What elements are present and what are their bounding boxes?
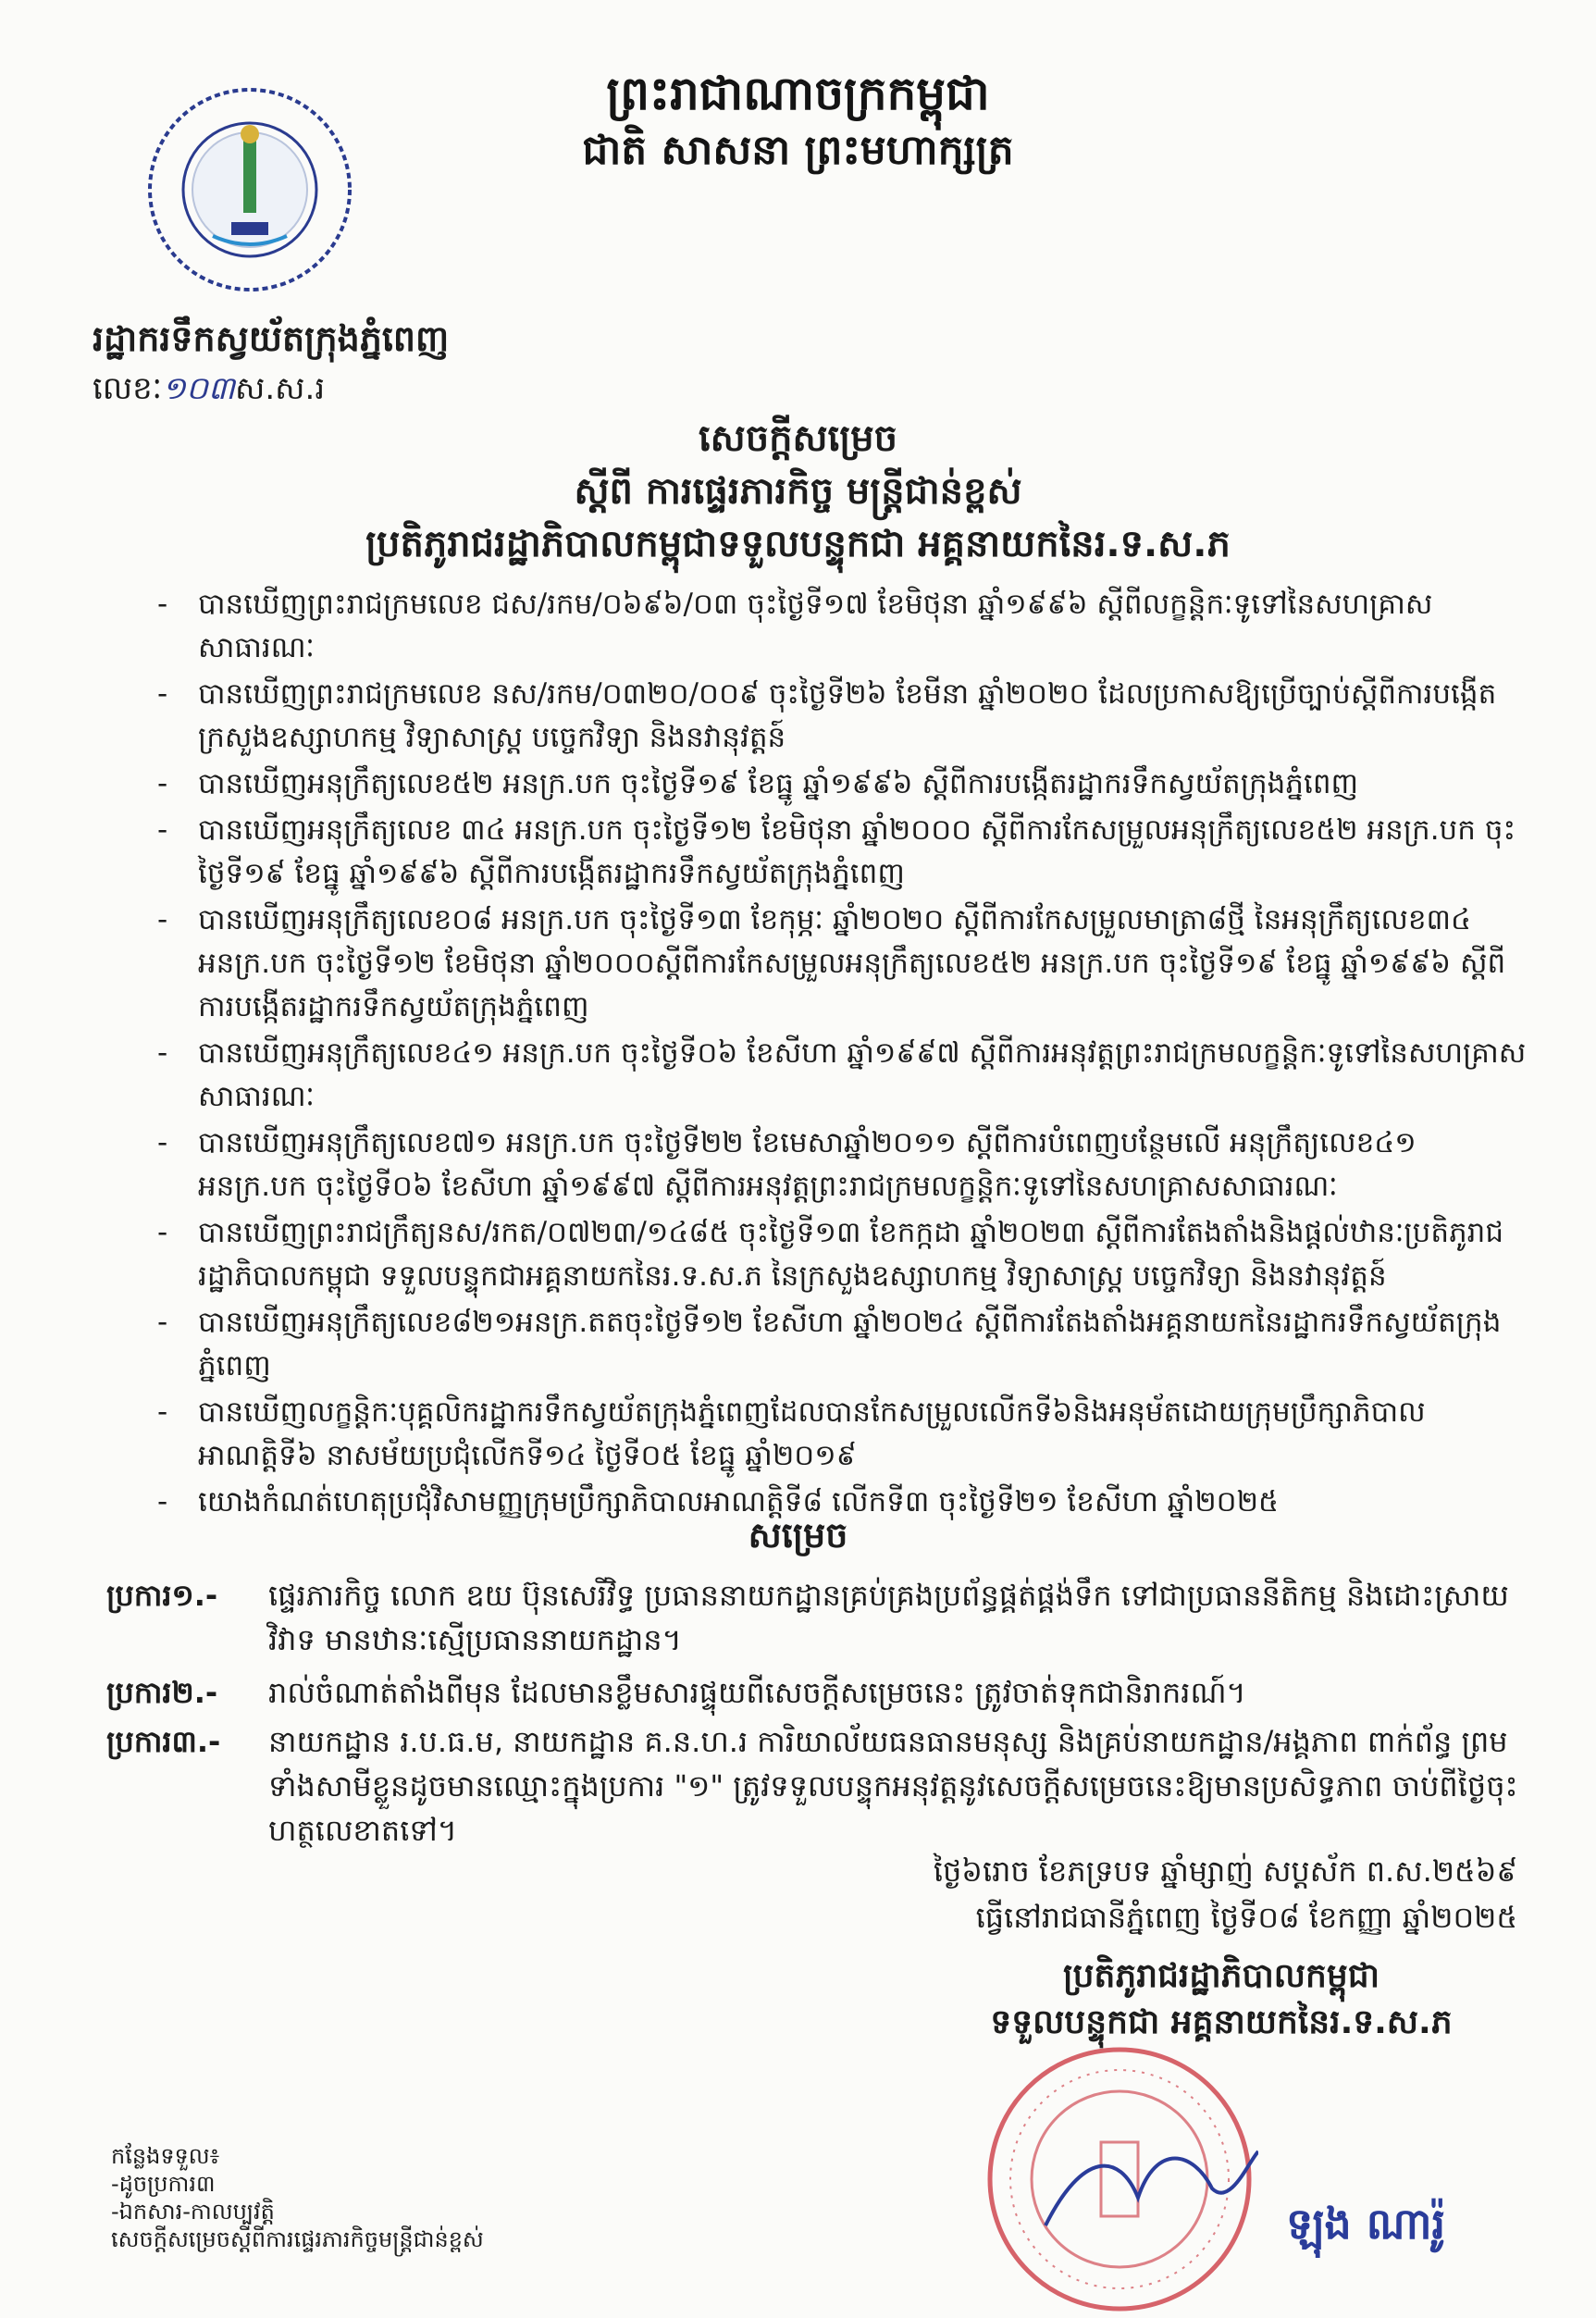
article-text: នាយកដ្ឋាន រ.ប.ធ.ម, នាយកដ្ឋាន គ.ន.ហ.រ ការិយាល័យធនធានមនុស្ស និងគ្រប់នាយកដ្ឋាន/អង្គភាព ពាក់ព័ន្ធ ព្រមទាំងសាមីខ្លួនដូចមានឈ្មោះក្នុងប្រការ "១" ត្រូវទទួលបន្ទុកអនុវត្តនូវសេចក្តីសម្រេចនេះឱ្យមានប្រសិទ្ធភាព ចាប់ពីថ្ងៃចុះហត្ថលេខាតទៅ។ (268, 1724, 1518, 1848)
recital-item: - បានឃើញអនុក្រឹត្យលេខ៨២១អនក្រ.តតចុះថ្ងៃទី១២ ខែសីហា ឆ្នាំ២០២៤ ស្តីពីការតែងតាំងអគ្គនាយកនៃរដ្ឋាករទឹកស្វយ័តក្រុងភ្នំពេញ (157, 1301, 1527, 1388)
recital-item: - បានឃើញអនុក្រឹត្យលេខ០៨ អនក្រ.បក ចុះថ្ងៃទី១៣ ខែកុម្ភៈ ឆ្នាំ២០២០ ស្តីពីការកែសម្រួលមាត្រា៨ថ្មី នៃអនុក្រឹត្យលេខ៣៤ អនក្រ.បក ចុះថ្ងៃទី១២ ខែមិថុនា ឆ្នាំ២០០០ស្តីពីការកែសម្រួលអនុក្រឹត្យលេខ៥២ អនក្រ.បក ចុះថ្ងៃទី១៩ ខែធ្នូ ឆ្នាំ១៩៩៦ ស្តីពីការបង្កើតរដ្ឋាករទឹកស្វយ័តក្រុងភ្នំពេញ (157, 899, 1527, 1029)
solar-date: ធ្វើនៅរាជធានីភ្នំពេញ ថ្ងៃទី០៨ ខែកញ្ញា ឆ្នាំ២០២៥ (975, 1900, 1517, 1935)
recital-item: - បានឃើញអនុក្រឹត្យលេខ៧១ អនក្រ.បក ចុះថ្ងៃទី២២ ខែមេសាឆ្នាំ២០១១ ស្តីពីការបំពេញបន្ថែមលើ អនុក្រឹត្យលេខ៤១ អនក្រ.បក ចុះថ្ងៃទី០៦ ខែសីហា ឆ្នាំ១៩៩៧ ស្តីពីការអនុវត្តព្រះរាជក្រមលក្ខន្តិកៈទូទៅនៃសហគ្រាសសាធារណៈ (157, 1122, 1527, 1209)
kingdom-heading: ព្រះរាជាណាចក្រកម្ពុជា (606, 67, 990, 120)
recital-item: - បានឃើញលក្ខន្តិកៈបុគ្គលិករដ្ឋាករទឹកស្វយ័តក្រុងភ្នំពេញដែលបានកែសម្រួលលើកទី៦និងអនុម័តដោយក្រុមប្រឹក្សាភិបាលអាណត្តិទី៦ នាសម័យប្រជុំលើកទី១៤ ថ្ងៃទី០៥ ខែធ្នូ ឆ្នាំ២០១៩ (157, 1391, 1527, 1478)
national-motto: ជាតិ សាសនា ព្រះមហាក្សត្រ (582, 127, 1014, 174)
article-2 (106, 1670, 1522, 1715)
article-3 (106, 1719, 1522, 1853)
filename-note: សេចក្តីសម្រេចស្តីពីការផ្ទេរភារកិច្ចមន្ត្រីជាន់ខ្ពស់ (111, 2226, 484, 2252)
recital-item: - បានឃើញព្រះរាជក្រមលេខ ជស/រកម/០៦៩៦/០៣ ចុះថ្ងៃទី១៧ ខែមិថុនា ឆ្នាំ១៩៩៦ ស្តីពីលក្ខន្តិកៈទូទៅនៃសហគ្រាសសាធារណៈ (157, 583, 1527, 670)
document-authority: ប្រតិភូរាជរដ្ឋាភិបាលកម្ពុជាទទួលបន្ទុកជា អគ្គនាយកនៃរ.ទ.ស.ភ (365, 523, 1231, 565)
recipients-heading: កន្លែងទទួល៖ (111, 2143, 220, 2169)
recipient-item: -ឯកសារ-កាលប្បវត្តិ (111, 2199, 275, 2225)
article-label: ប្រការ៣.- (106, 1724, 221, 1759)
reference-suffix: ស.ស.រ (234, 370, 326, 407)
recital-item: - យោងកំណត់ហេតុប្រជុំវិសាមញ្ញក្រុមប្រឹក្សាភិបាលអាណត្តិទី៨ លើកទី៣ ចុះថ្ងៃទី២១ ខែសីហា ឆ្នាំ២០២៥ (157, 1481, 1527, 1524)
recital-item: - បានឃើញអនុក្រឹត្យលេខ ៣៤ អនក្រ.បក ចុះថ្ងៃទី១២ ខែមិថុនា ឆ្នាំ២០០០ ស្តីពីការកែសម្រួលអនុក្រឹត្យលេខ៥២ អនក្រ.បក ចុះថ្ងៃទី១៩ ខែធ្នូ ឆ្នាំ១៩៩៦ ស្តីពីការបង្កើតរដ្ឋាករទឹកស្វយ័តក្រុងភ្នំពេញ (157, 809, 1527, 896)
official-stamp-icon (981, 2040, 1258, 2318)
signer-title: ប្រតិភូរាជរដ្ឋាភិបាលកម្ពុជា (1062, 1957, 1380, 1995)
signer-position: ទទួលបន្ទុកជា អគ្គនាយកនៃរ.ទ.ស.ភ (990, 2003, 1453, 2041)
document-subject: ស្តីពី ការផ្ទេរភារកិច្ច មន្ត្រីជាន់ខ្ពស់ (574, 470, 1022, 513)
article-text: រាល់ចំណាត់តាំងពីមុន ដែលមានខ្លឹមសារផ្ទុយពីសេចក្តីសម្រេចនេះ ត្រូវចាត់ទុកជានិរាករណ៍។ (268, 1675, 1246, 1710)
lunar-date: ថ្ងៃ៦រោច ខែភទ្របទ ឆ្នាំម្សាញ់ សប្តស័ក ព.ស.២៥៦៩ (933, 1853, 1517, 1889)
decision-heading: សម្រេច (748, 1515, 848, 1556)
article-label: ប្រការ១.- (106, 1578, 218, 1613)
recital-item: - បានឃើញព្រះរាជក្រឹត្យនស/រកត/០៧២៣/១៤៨៥ ចុះថ្ងៃទី១៣ ខែកក្កដា ឆ្នាំ២០២៣ ស្តីពីការតែងតាំងនិងផ្តល់ឋានៈប្រតិភូរាជរដ្ឋាភិបាលកម្ពុជា ទទួលបន្ទុកជាអគ្គនាយកនៃរ.ទ.ស.ភ នៃក្រសួងឧស្សាហកម្ម វិទ្យាសាស្ត្រ បច្ចេកវិទ្យា និងនវានុវត្តន៍ (157, 1211, 1527, 1298)
article-text: ផ្ទេរភារកិច្ច លោក ឧយ ប៊ុនសេរីវិទ្ធ ប្រធាននាយកដ្ឋានគ្រប់គ្រងប្រព័ន្ធផ្គត់ផ្គង់ទឹក ទៅជាប្រធាននីតិកម្ម និងដោះស្រាយវិវាទ មានឋានៈស្មើប្រធាននាយកដ្ឋាន។ (268, 1578, 1509, 1657)
recipient-item: -ដូចប្រការ៣ (111, 2171, 216, 2197)
article-label: ប្រការ២.- (106, 1675, 218, 1710)
recital-item: - បានឃើញព្រះរាជក្រមលេខ នស/រកម/០៣២០/០០៩ ចុះថ្ងៃទី២៦ ខែមីនា ឆ្នាំ២០២០ ដែលប្រកាសឱ្យប្រើច្បាប់ស្តីពីការបង្កើតក្រសួងឧស្សាហកម្ម វិទ្យាសាស្ត្រ បច្ចេកវិទ្យា និងនវានុវត្តន៍ (157, 673, 1527, 760)
recital-item: - បានឃើញអនុក្រឹត្យលេខ៥២ អនក្រ.បក ចុះថ្ងៃទី១៩ ខែធ្នូ ឆ្នាំ១៩៩៦ ស្តីពីការបង្កើតរដ្ឋាករទឹកស្វយ័តក្រុងភ្នំពេញ (157, 762, 1527, 806)
reference-prefix: លេខៈ (93, 370, 163, 407)
organization-name: រដ្ឋាករទឹកស្វយ័តក្រុងភ្នំពេញ (93, 318, 450, 359)
pwsa-seal-logo-icon (143, 83, 356, 296)
signer-name: ឡុង ណារ៉ូ (1286, 2199, 1446, 2249)
reference-number-handwritten: ១០៣ (162, 370, 235, 407)
recital-list (157, 583, 1527, 1527)
document-title: សេចក្តីសម្រេច (698, 417, 898, 460)
article-1 (106, 1573, 1522, 1662)
reference-number (93, 368, 325, 415)
recipients-block (111, 2142, 484, 2253)
recital-item: - បានឃើញអនុក្រឹត្យលេខ៤១ អនក្រ.បក ចុះថ្ងៃទី០៦ ខែសីហា ឆ្នាំ១៩៩៧ ស្តីពីការអនុវត្តព្រះរាជក្រមលក្ខន្តិកៈទូទៅនៃសហគ្រាសសាធារណៈ (157, 1032, 1527, 1119)
